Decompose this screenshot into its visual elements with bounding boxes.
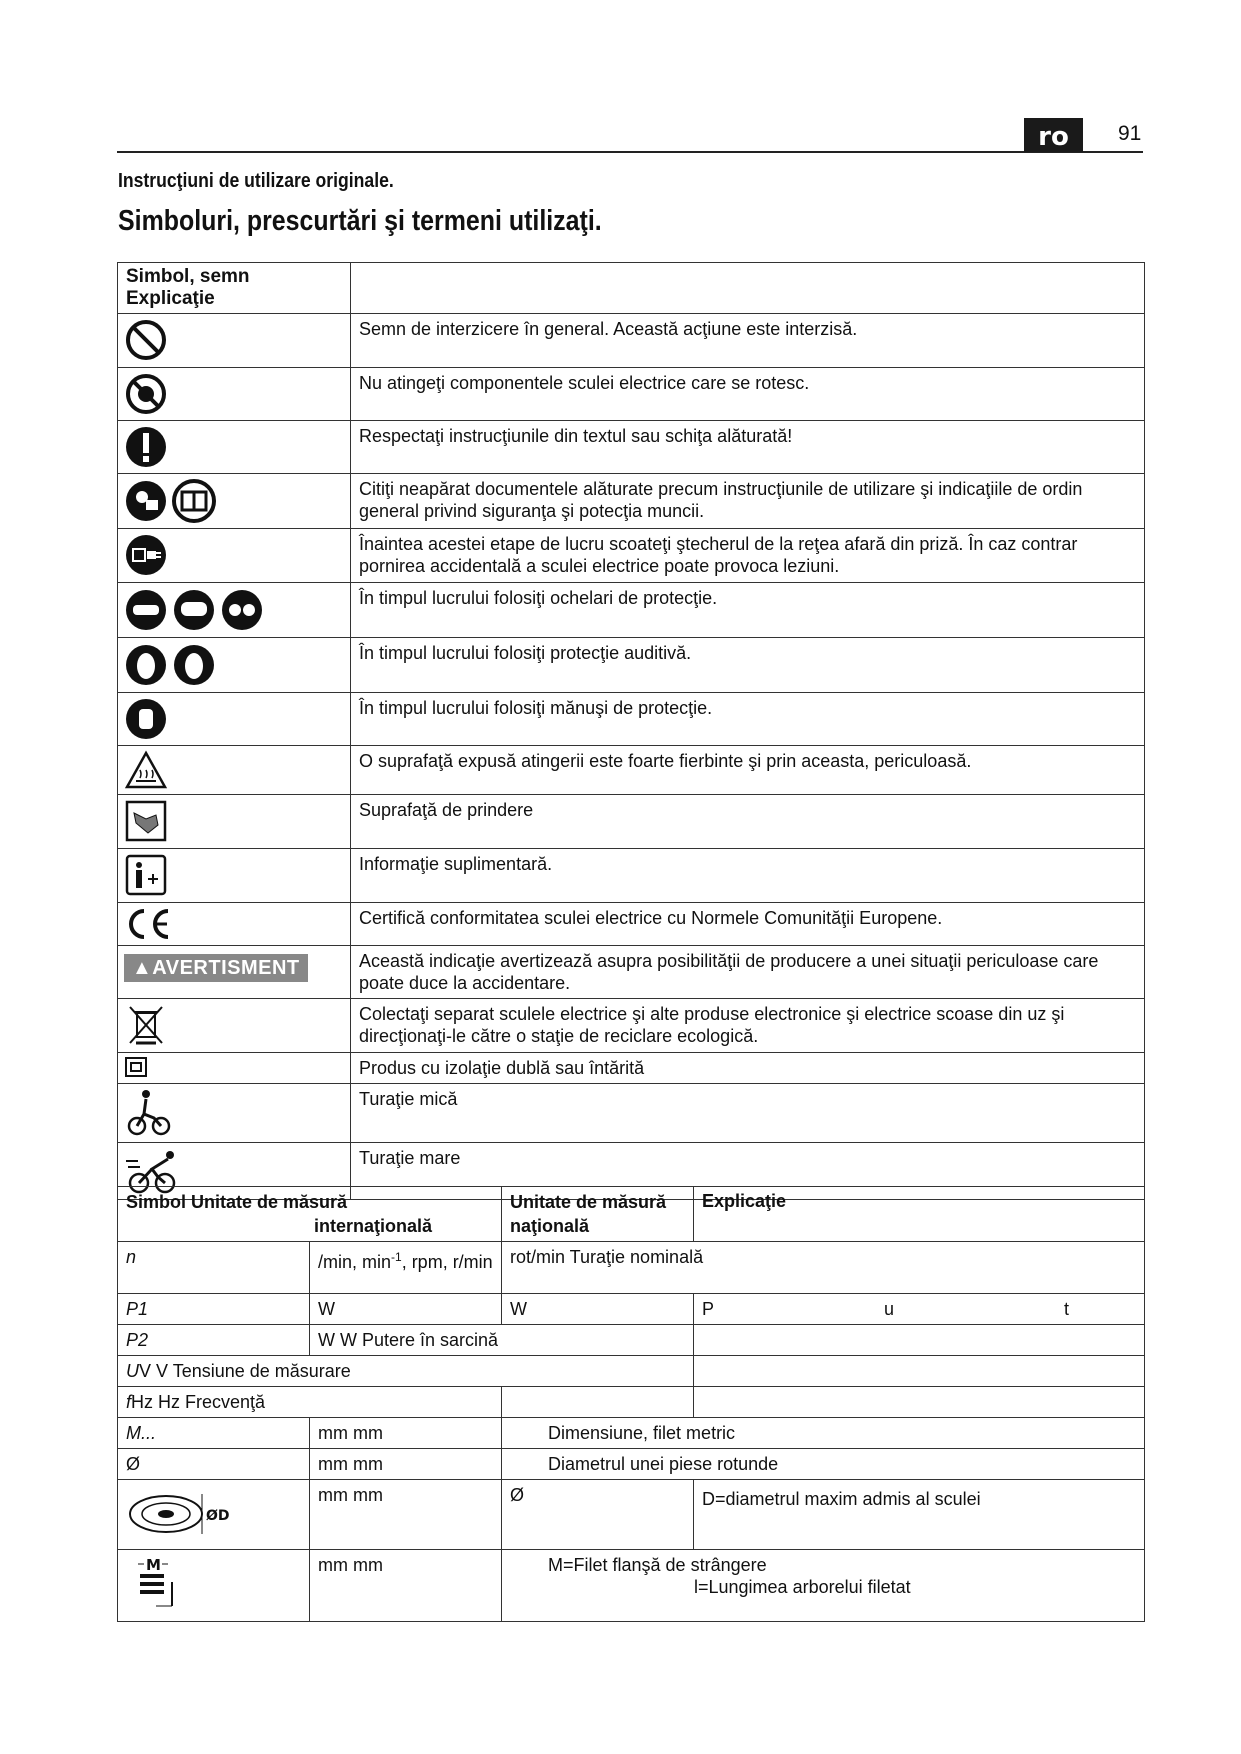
document-subtitle: Instrucţiuni de utilizare originale. <box>118 170 394 192</box>
svg-text:ØD: ØD <box>206 1508 230 1524</box>
language-tab: ro <box>1024 118 1083 152</box>
row-text: Produs cu izolaţie dublă sau întărită <box>351 1053 1145 1084</box>
page-title: Simboluri, prescurtări şi termeni utilizaţi. <box>118 205 602 237</box>
table-row: UV V Tensiune de măsurare <box>118 1356 1145 1387</box>
row-text: Nu atingeţi componentele sculei electrice care se rotesc. <box>351 368 1145 421</box>
row-text: Informaţie suplimentară. <box>351 849 1145 903</box>
table-row <box>118 1084 1145 1143</box>
svg-text:M: M <box>146 1556 161 1574</box>
table-row: M... mm mm Dimensiune, filet metric <box>118 1418 1145 1449</box>
table-row <box>118 746 1145 795</box>
read-manual-icon <box>124 478 220 524</box>
row-text: În timpul lucrului folosiţi ochelari de protecţie. <box>351 583 1145 638</box>
units-header-explanation: Explicaţie <box>694 1187 1145 1242</box>
table-row: ØD mm mm Ø D=diametrul maxim admis al sculei <box>118 1480 1145 1550</box>
exclamation-icon <box>124 425 168 469</box>
row-text: Această indicaţie avertizează asupra posibilităţii de producere a unei situaţii periculoase care poate duce la accidentare. <box>351 946 1145 999</box>
table-row: fHz Hz Frecvenţă <box>118 1387 1145 1418</box>
symbols-table-header: Simbol, semn Explicaţie <box>118 263 351 314</box>
table-row <box>118 1053 1145 1084</box>
table-row <box>118 999 1145 1053</box>
row-text: Suprafaţă de prindere <box>351 795 1145 849</box>
row-text: Turaţie mică <box>351 1084 1145 1143</box>
double-insulation-icon <box>124 1056 148 1078</box>
table-row <box>118 368 1145 421</box>
row-text: Certifică conformitatea sculei electrice cu Normele Comunităţii Europene. <box>351 903 1145 946</box>
row-text: O suprafaţă expusă atingerii este foarte fierbinte şi prin aceasta, periculoasă. <box>351 746 1145 795</box>
table-row <box>118 903 1145 946</box>
table-row <box>118 946 1145 999</box>
weee-bin-icon <box>124 1003 168 1047</box>
gloves-icon <box>124 697 168 741</box>
warning-triangle-icon: ▲ <box>132 957 153 979</box>
table-row <box>118 529 1145 583</box>
prohibition-icon <box>124 318 168 362</box>
row-text: Turaţie mare <box>351 1143 1145 1200</box>
row-text: Citiţi neapărat documentele alăturate precum instrucţiunile de utilizare şi indicaţiile de ordin general privind siguranţa şi potecţia muncii. <box>351 474 1145 529</box>
ear-protection-icon <box>124 642 220 688</box>
page-number: 91 <box>1118 122 1142 145</box>
table-row <box>118 693 1145 746</box>
eye-protection-icon <box>124 587 264 633</box>
row-text: Înaintea acestei etape de lucru scoateţi ştecherul de la reţea afară din priză. În caz contrar pornirea accidentală a sculei electrice poate provoca leziuni. <box>351 529 1145 583</box>
info-icon <box>124 853 168 897</box>
row-text: Semn de interzicere în general. Această acţiune este interzisă. <box>351 314 1145 368</box>
row-text: În timpul lucrului folosiţi protecţie auditivă. <box>351 638 1145 693</box>
no-touch-rotating-icon <box>124 372 168 416</box>
table-row <box>118 849 1145 903</box>
table-row: P2 W W Putere în sarcină <box>118 1325 1145 1356</box>
warning-label: ▲AVERTISMENT <box>124 954 308 982</box>
units-header-symbol: Simbol Unitate de măsură internaţională <box>118 1187 502 1242</box>
table-row: Ø mm mm Diametrul unei piese rotunde <box>118 1449 1145 1480</box>
units-table <box>117 1186 1145 1622</box>
thread-length-icon <box>126 1554 196 1614</box>
grip-surface-icon <box>124 799 168 843</box>
unplug-icon <box>124 533 168 577</box>
table-row <box>118 314 1145 368</box>
symbols-table <box>117 262 1145 1200</box>
table-row <box>118 583 1145 638</box>
row-text: În timpul lucrului folosiţi mănuşi de protecţie. <box>351 693 1145 746</box>
hot-surface-icon <box>124 750 168 790</box>
table-row <box>118 474 1145 529</box>
disc-diameter-icon <box>126 1484 236 1540</box>
units-header-national: Unitate de măsură naţională <box>502 1187 694 1242</box>
table-row <box>118 638 1145 693</box>
table-row: M mm mm M=Filet flanşă de strângere l=Lungimea arborelui filetat <box>118 1550 1145 1622</box>
ce-mark-icon <box>124 907 174 941</box>
table-row: n /min, $\min^{-1}$, rpm, r/min rot/min Turaţie nominală <box>118 1242 1145 1294</box>
row-text: Colectaţi separat sculele electrice şi alte produse electronice şi electrice scoase din uz şi direcţionaţi-le către o staţie de reciclare ecologică. <box>351 999 1145 1053</box>
low-speed-icon <box>124 1088 174 1138</box>
table-row <box>118 795 1145 849</box>
header-rule <box>117 151 1143 153</box>
row-text: Respectaţi instrucţiunile din textul sau schiţa alăturată! <box>351 421 1145 474</box>
table-row <box>118 421 1145 474</box>
table-row: P1 W W P u t <box>118 1294 1145 1325</box>
